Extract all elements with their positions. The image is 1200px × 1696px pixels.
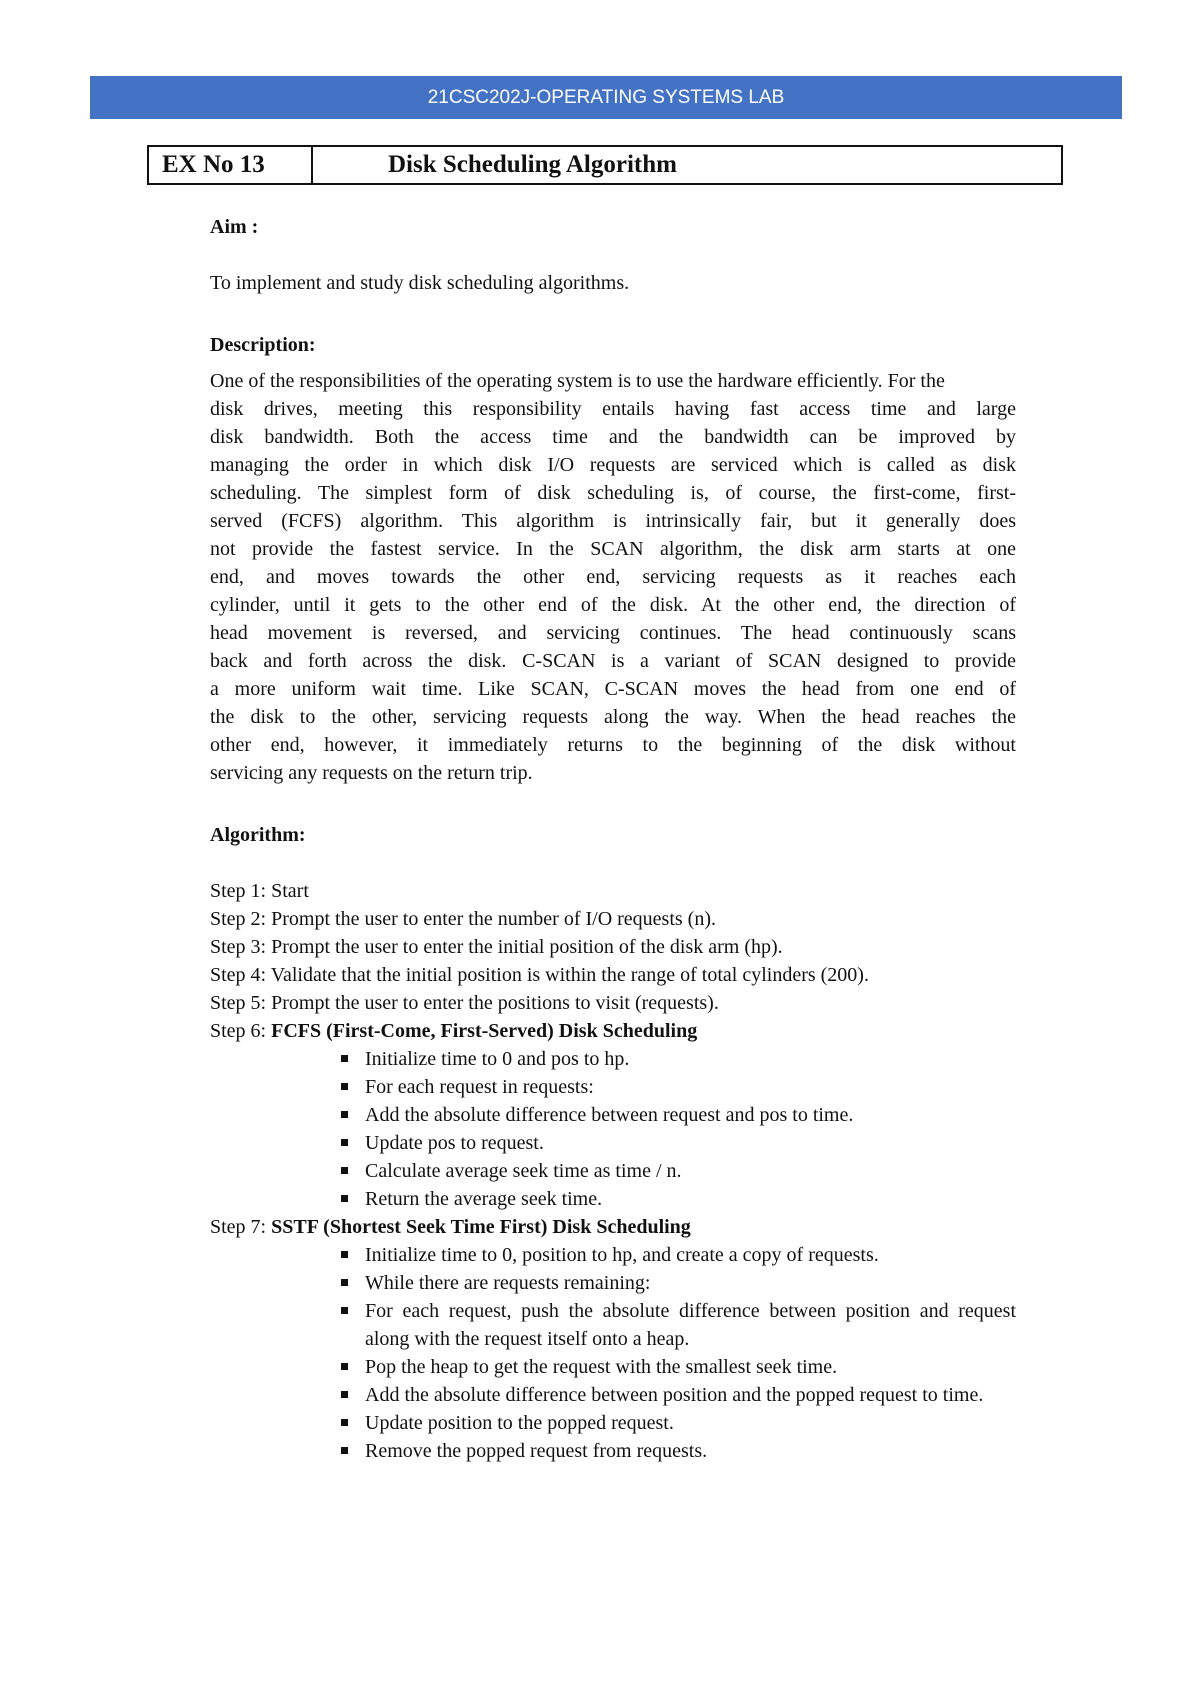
square-bullet-icon (341, 1139, 348, 1146)
list-item: Remove the popped request from requests. (365, 1437, 1016, 1465)
algorithm-step: Step 5: Prompt the user to enter the positions to visit (requests). (210, 992, 719, 1014)
description-line: other end, however, it immediately returns to the beginning of the disk without (210, 734, 1016, 756)
square-bullet-icon (341, 1419, 348, 1426)
step-7-bullets (210, 1241, 1016, 1465)
aim-text: To implement and study disk scheduling algorithms. (210, 272, 630, 294)
list-item: Add the absolute difference between request and pos to time. (365, 1101, 1016, 1129)
square-bullet-icon (341, 1167, 348, 1174)
square-bullet-icon (341, 1055, 348, 1062)
course-title: 21CSC202J-OPERATING SYSTEMS LAB (427, 86, 785, 108)
list-item: For each request, push the absolute difference between position and request along with the request itself onto a heap. (365, 1297, 1016, 1353)
description-line: the disk to the other, servicing requests along the way. When the head reaches the (210, 706, 1016, 728)
description-line: served (FCFS) algorithm. This algorithm is intrinsically fair, but it generally does (210, 510, 1016, 532)
square-bullet-icon (341, 1195, 348, 1202)
step-title: SSTF (Shortest Seek Time First) Disk Scheduling (271, 1216, 691, 1238)
exercise-title: Disk Scheduling Algorithm (388, 151, 677, 178)
description-line: disk drives, meeting this responsibility entails having fast access time and large (210, 398, 1016, 420)
exercise-title-table (147, 145, 1063, 185)
course-header-band (90, 76, 1122, 119)
description-line: end, and moves towards the other end, servicing requests as it reaches each (210, 566, 1016, 588)
step-title: FCFS (First-Come, First-Served) Disk Scheduling (271, 1020, 698, 1042)
description-text (210, 367, 1016, 787)
document-body (210, 213, 1016, 1465)
algorithm-step-6 (210, 1017, 1016, 1045)
square-bullet-icon (341, 1111, 348, 1118)
description-line: a more uniform wait time. Like SCAN, C-SCAN moves the head from one end of (210, 678, 1016, 700)
description-line: disk bandwidth. Both the access time and the bandwidth can be improved by (210, 426, 1016, 448)
list-item: Add the absolute difference between position and the popped request to time. (365, 1381, 1016, 1409)
list-item: Pop the heap to get the request with the smallest seek time. (365, 1353, 1016, 1381)
list-item: While there are requests remaining: (365, 1269, 1016, 1297)
description-line: servicing any requests on the return trip. (210, 762, 533, 784)
list-item: For each request in requests: (365, 1073, 1016, 1101)
list-item: Calculate average seek time as time / n. (365, 1157, 1016, 1185)
step-6-bullets (210, 1045, 1016, 1213)
description-line: head movement is reversed, and servicing continues. The head continuously scans (210, 622, 1016, 644)
description-line: not provide the fastest service. In the SCAN algorithm, the disk arm starts at one (210, 538, 1016, 560)
aim-heading: Aim : (210, 216, 259, 238)
description-line: One of the responsibilities of the operating system is to use the hardware efficiently. For the (210, 370, 945, 392)
algorithm-step-7 (210, 1213, 1016, 1241)
algorithm-step: Step 1: Start (210, 880, 309, 902)
square-bullet-icon (341, 1447, 348, 1454)
square-bullet-icon (341, 1251, 348, 1258)
description-heading: Description: (210, 334, 316, 356)
list-item: Initialize time to 0, position to hp, and create a copy of requests. (365, 1241, 1016, 1269)
list-item: Update pos to request. (365, 1129, 1016, 1157)
description-line: cylinder, until it gets to the other end of the disk. At the other end, the direction of (210, 594, 1016, 616)
list-item: Initialize time to 0 and pos to hp. (365, 1045, 1016, 1073)
algorithm-heading: Algorithm: (210, 824, 306, 846)
square-bullet-icon (341, 1083, 348, 1090)
exercise-number: EX No 13 (149, 147, 313, 183)
list-item: Update position to the popped request. (365, 1409, 1016, 1437)
description-line: managing the order in which disk I/O requests are serviced which is called as disk (210, 454, 1016, 476)
list-item: Return the average seek time. (365, 1185, 1016, 1213)
step-prefix: Step 7: (210, 1216, 272, 1238)
square-bullet-icon (341, 1279, 348, 1286)
square-bullet-icon (341, 1391, 348, 1398)
description-line: back and forth across the disk. C-SCAN is a variant of SCAN designed to provide (210, 650, 1016, 672)
description-line: scheduling. The simplest form of disk scheduling is, of course, the first-come, first- (210, 482, 1016, 504)
square-bullet-icon (341, 1307, 348, 1314)
algorithm-step: Step 3: Prompt the user to enter the initial position of the disk arm (hp). (210, 936, 783, 958)
algorithm-step: Step 2: Prompt the user to enter the number of I/O requests (n). (210, 908, 716, 930)
square-bullet-icon (341, 1363, 348, 1370)
algorithm-steps (210, 877, 1016, 1465)
algorithm-step: Step 4: Validate that the initial position is within the range of total cylinders (200). (210, 964, 869, 986)
step-prefix: Step 6: (210, 1020, 272, 1042)
